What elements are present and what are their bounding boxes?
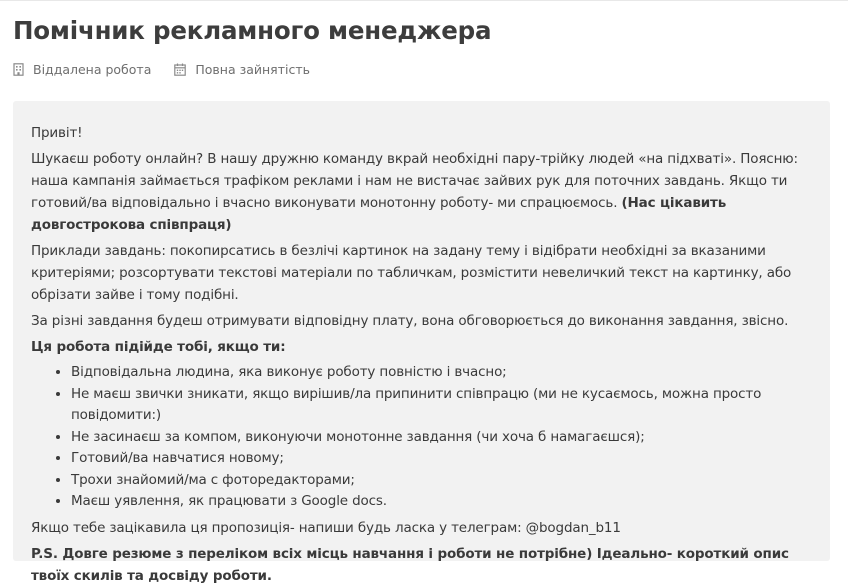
intro-text: Шукаєш роботу онлайн? В нашу дружню команду вкрай необхідні пару-трійку людей «на підхваті». Поясню: наша кампанія займається трафіком реклами і нам не вистачає зайвих рук для поточних завдань. Якщо ти готовий/ва відповідально і вчасно виконувати монотонну роботу- ми спрацюємось. [31,151,798,211]
intro-paragraph [31,148,812,236]
job-description [13,101,830,584]
list-item: • Маєш уявлення, як працювати з Google docs. [71,491,812,513]
building-icon [13,63,24,76]
job-title: Помічник рекламного менеджера [13,16,492,45]
intro-bold-text: (Нас цікавить довгострокова співпраця) [31,195,727,233]
ps-paragraph [31,543,812,587]
payment-paragraph: За різні завдання будеш отримувати відповідну плату, вона обговорюється до виконання завдання, звісно. [31,313,789,329]
calendar-icon [174,63,186,76]
list-item: • Не засинаєш за компом, виконуючи монотонне завдання (чи хоча б намагаєшся); [71,427,812,449]
greeting-text: Привіт! [31,125,83,141]
fit-heading [31,336,812,358]
list-item: • Трохи знайомий/ма с фоторедакторами; [71,470,812,492]
job-schedule-label: Повна зайнятість [195,62,310,77]
top-divider [0,0,848,1]
job-location-label: Віддалена робота [33,62,152,77]
fit-heading-text: Ця робота підійде тобі, якщо ти: [31,339,286,355]
ps-text: P.S. Довге резюме з переліком всіх місць навчання і роботи не потрібне) Ідеально- короткий опис твоїх скилів та досвіду роботи. [31,545,789,584]
job-schedule [174,62,310,77]
list-item: • Відповідальна людина, яка виконує роботу повністю і вчасно; [71,362,812,384]
job-meta [13,62,333,77]
contact-paragraph: Якщо тебе зацікавила ця пропозиція- напиши будь ласка у телеграм: @bogdan_b11 [31,519,621,536]
examples-paragraph: Приклади завдань: покопирсатись в безлічі картинок на задану тему і відібрати необхідні за вказаними критеріями; розсортувати текстові матеріали по табличкам, розмістити невеличкий текст на картинку, або обрізати зайве і тому подібні. [31,243,792,303]
list-item: • Не маєш звички зникати, якщо вирішив/ла припинити співпрацю (ми не кусаємось, можна просто повідомити:) [71,384,812,427]
list-item: • Готовий/ва навчатися новому; [71,448,812,470]
fit-list [31,362,812,513]
job-location [13,62,151,77]
